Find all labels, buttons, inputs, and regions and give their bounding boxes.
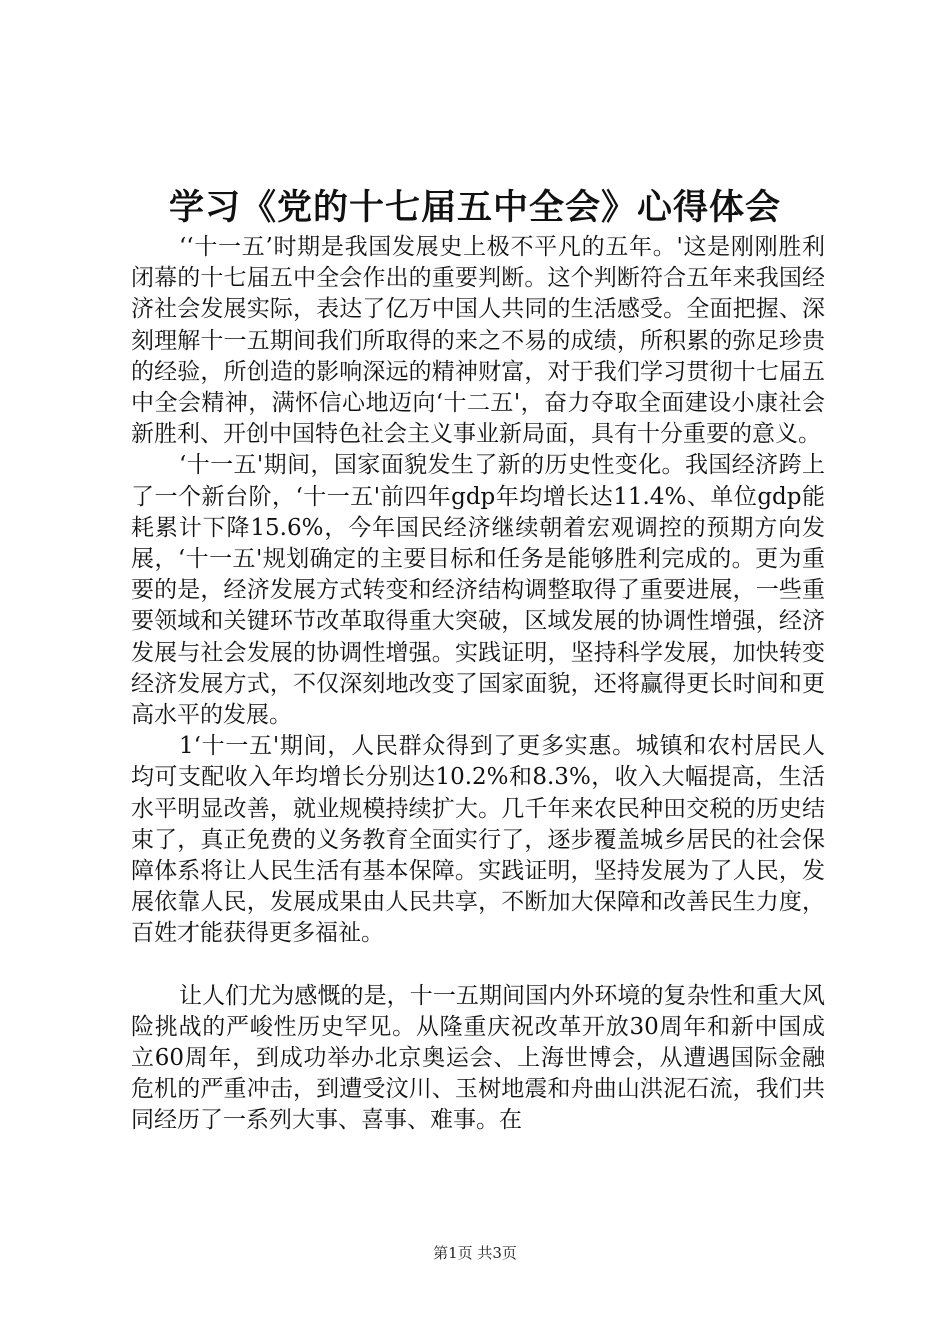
paragraph-3: 1‘十一五'期间，人民群众得到了更多实惠。城镇和农村居民人均可支配收入年均增长分别达10.2%和8.3%，收入大幅提高，生活水平明显改善，就业规模持续扩大。几千年来农民种田交税的历史结束了，真正免费的义务教育全面实行了，逐步覆盖城乡居民的社会保障体系将让人民生活有基本保障。实践证明，坚持发展为了人民，发展依靠人民，发展成果由人民共享，不断加大保障和改善民生力度，百姓才能获得更多福祉。: [131, 733, 825, 947]
paragraph-1: ‘‘十一五’时期是我国发展史上极不平凡的五年。'这是刚刚胜利闭幕的十七届五中全会作出的重要判断。这个判断符合五年来我国经济社会发展实际，表达了亿万中国人共同的生活感受。全面把握、深刻理解十一五期间我们所取得的来之不易的成绩，所积累的弥足珍贵的经验，所创造的影响深远的精神财富，对于我们学习贯彻十七届五中全会精神，满怀信心地迈向‘十二五'，奋力夺取全面建设小康社会新胜利、开创中国特色社会主义事业新局面，具有十分重要的意义。: [131, 234, 825, 448]
document-body: [131, 232, 825, 1137]
page-title: 学习《党的十七届五中全会》心得体会: [168, 187, 781, 228]
paragraph-2: ‘十一五'期间，国家面貌发生了新的历史性变化。我国经济跨上了一个新台阶，‘十一五'前四年gdp年均增长达11.4%、单位gdp能耗累计下降15.6%，今年国民经济继续朝着宏观调控的预期方向发展，‘十一五'规划确定的主要目标和任务是能够胜利完成的。更为重要的是，经济发展方式转变和经济结构调整取得了重要进展，一些重要领域和关键环节改革取得重大突破，区域发展的协调性增强，经济发展与社会发展的协调性增强。实践证明，坚持科学发展，加快转变经济发展方式，不仅深刻地改变了国家面貌，还将赢得更长时间和更高水平的发展。: [131, 452, 825, 729]
page-number-footer: 第1页 共3页: [433, 1244, 517, 1262]
paragraph-4: 让人们尤为感慨的是，十一五期间国内外环境的复杂性和重大风险挑战的严峻性历史罕见。从隆重庆祝改革开放30周年和新中国成立60周年，到成功举办北京奥运会、上海世博会，从遭遇国际金融危机的严重冲击，到遭受汶川、玉树地震和舟曲山洪泥石流，我们共同经历了一系列大事、喜事、难事。在: [131, 982, 825, 1134]
